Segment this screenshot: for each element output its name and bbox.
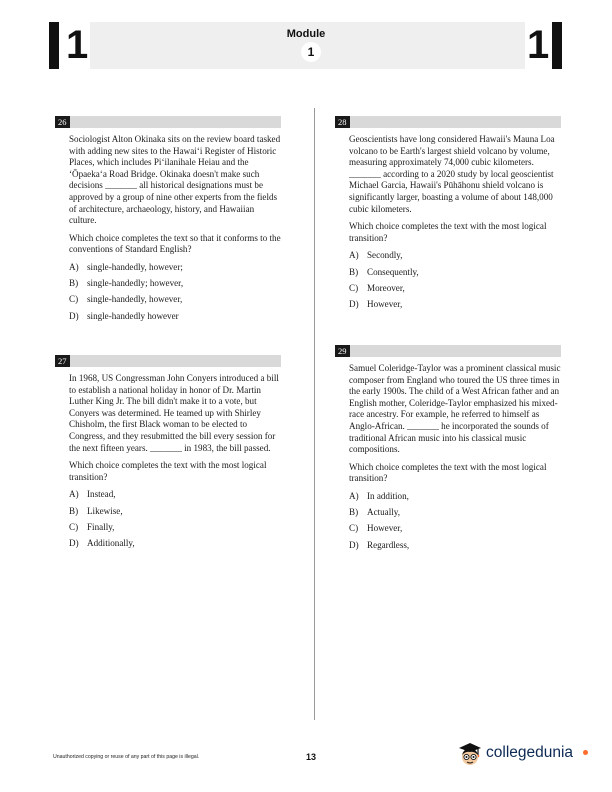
choice-letter: C) [69,521,79,532]
choice-letter: C) [69,294,79,305]
choice-a[interactable] [349,250,561,262]
question-header [335,116,561,128]
question-prompt: Which choice completes the text with the most logical transition? [349,221,547,243]
choice-letter: A) [349,250,359,261]
choice-text: Moreover, [367,282,405,293]
choice-text: Finally, [87,521,115,532]
mascot-icon [456,739,484,769]
choice-text: However, [367,523,403,534]
page-number: 13 [306,752,317,762]
question-passage: Sociologist Alton Okinaka sits on the review board tasked with adding new sites to the Hawaiʻi Register of Historic Places, which includes Piʻilanihale Heiau and the ʻŌpaekaʻa Road Bridge. Okinaka doesn't make such decisions _______ all historical designations must be approved by a group of nine other experts from the fields of architecture, archaeology, history, and Hawaiian culture. [69,134,281,226]
choice-letter: B) [69,505,79,516]
question-header [55,355,281,367]
question-number: 27 [55,355,70,367]
choice-letter: B) [349,507,359,518]
choice-b[interactable] [69,278,281,290]
logo-text: collegedunia [486,744,574,761]
choice-text: Instead, [87,489,116,500]
header-left-number: 1 [66,23,89,67]
choice-letter: A) [69,261,79,272]
choice-letter: C) [349,282,359,293]
choice-letter: A) [69,489,79,500]
question-passage: In 1968, US Congressman John Conyers introduced a bill to establish a national holiday in honor of Dr. Martin Luther King Jr. The bill didn't make it to a vote, but Conyers was determined. He teamed up with Shirley Chisholm, the first Black woman to be elected to Congress, and they resubmitted the bill every session for the next fifteen years. _______ in 1983, the bill passed. [69,373,279,453]
question-prompt: Which choice completes the text so that it conforms to the conventions of Standard English? [69,232,281,255]
question-number: 26 [55,116,70,128]
choice-a[interactable] [69,489,281,501]
question-28 [335,116,561,315]
choice-c[interactable] [349,523,561,535]
question-passage: Samuel Coleridge-Taylor was a prominent classical music composer from England who toured the US three times in the early 1900s. The child of a West African father and an English mother, Coleridge-Taylor emphasized his mixed-race ancestry. For example, he referred to himself as Anglo-African. _______ he incorporated the sounds of traditional African music into his classical music compositions. [349,363,561,455]
choice-text: single-handedly; however, [87,278,184,289]
choice-text: However, [367,298,403,309]
module-label: Module [286,28,326,40]
choice-letter: D) [349,298,359,309]
choice-letter: D) [69,537,79,548]
choice-a[interactable] [69,262,281,274]
choice-text: single-handedly, however; [87,261,183,272]
choice-b[interactable] [349,267,561,279]
choice-text: Regardless, [367,539,410,550]
choice-d[interactable] [69,538,281,550]
choice-text: Actually, [367,507,400,518]
choice-d[interactable] [349,299,561,311]
choice-c[interactable] [349,283,561,295]
column-divider [314,108,315,720]
choice-text: In addition, [367,490,409,501]
question-header [55,116,281,128]
choice-letter: C) [349,523,359,534]
choice-text: Additionally, [87,537,135,548]
question-number: 29 [335,345,350,357]
collegedunia-logo[interactable] [456,739,588,769]
question-29 [335,345,561,556]
question-27 [55,355,281,554]
choice-text: Likewise, [87,505,123,516]
choice-letter: A) [349,490,359,501]
question-passage: Geoscientists have long considered Hawaii's Mauna Loa volcano to be Earth's largest shield volcano by volume, measuring approximately 74,000 cubic kilometers. _______ according to a 2020 study by local geoscientist Michael Garcia, Hawaii's Pūhāhonu shield volcano is significantly larger, boasting a volume of about 148,000 cubic kilometers. [349,134,555,214]
choice-d[interactable] [349,540,561,552]
question-header [335,345,561,357]
choice-a[interactable] [349,491,561,503]
choice-d[interactable] [69,311,281,323]
question-prompt: Which choice completes the text with the most logical transition? [69,460,267,482]
question-26 [55,116,281,327]
choice-c[interactable] [69,294,281,306]
question-number: 28 [335,116,350,128]
choice-letter: B) [349,266,359,277]
choice-c[interactable] [69,522,281,534]
choice-b[interactable] [69,506,281,518]
choice-letter: D) [349,539,359,550]
logo-dot [583,750,588,755]
copyright-notice: Unauthorized copying or reuse of any part of this page is illegal. [53,754,200,760]
choice-text: Secondly, [367,250,403,261]
choice-text: Consequently, [367,266,419,277]
choice-text: single-handedly, however, [87,294,183,305]
header-right-number: 1 [527,23,550,67]
choice-b[interactable] [349,507,561,519]
question-prompt: Which choice completes the text with the most logical transition? [349,461,547,484]
choice-text: single-handedly however [87,310,179,321]
choice-letter: B) [69,278,79,289]
module-number: 1 [301,42,321,62]
choice-letter: D) [69,310,79,321]
